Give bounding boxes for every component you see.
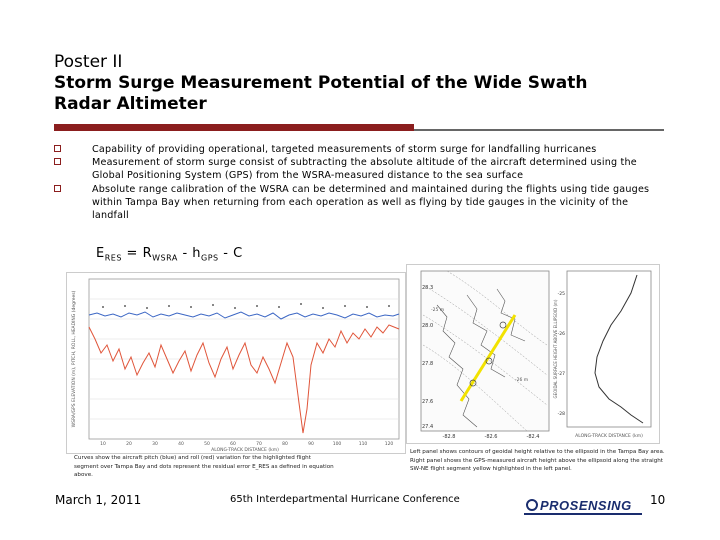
geoid-map-plot — [407, 265, 659, 443]
profile-yticks — [558, 291, 565, 417]
svg-text:27.8: 27.8 — [422, 361, 434, 367]
bullet-text: Absolute range calibration of the WSRA can be determined and maintained during the flights using tide gauges within Tampa Bay when returning from each operation as well as flying by tide gauges in the vicinity of the landfall — [92, 183, 650, 222]
map-lon-labels — [443, 434, 540, 440]
title-line-sub: Radar Altimeter — [54, 94, 207, 114]
svg-text:-26 m: -26 m — [515, 378, 529, 383]
svg-text:-82.6: -82.6 — [484, 434, 498, 440]
profile-ylabel: GEOIDAL SURFACE HEIGHT ABOVE ELLIPSOID (m) — [553, 299, 558, 399]
residual-equation: $E_{RES} = R_{WSRA} - h_{GPS} - C$ — [96, 246, 243, 263]
slide-title — [54, 52, 674, 115]
logo-underline — [524, 513, 642, 515]
svg-text:27.6: 27.6 — [422, 399, 434, 405]
bullet-text: Measurement of storm surge consist of subtracting the absolute altitude of the aircraft determined using the Global Positioning System (GPS) from the WSRA-measured distance to the sea surface — [92, 157, 637, 182]
title-accent-bar — [54, 124, 414, 131]
svg-text:110: 110 — [358, 442, 368, 447]
svg-text:70: 70 — [256, 442, 262, 447]
bullet-item — [54, 183, 654, 223]
left-plot-xticks — [100, 441, 393, 447]
square-bullet-icon — [54, 185, 61, 192]
logo-text: PROSENSING — [540, 498, 632, 513]
svg-text:-82.4: -82.4 — [526, 434, 540, 440]
left-plot-ylabel: WSRA/GPS ELEVATION (m), PITCH, ROLL, HEADING (degrees) — [72, 290, 77, 428]
title-line-poster: Poster II — [54, 52, 123, 72]
bullet-text: Capability of providing operational, targeted measurements of storm surge for landfalling hurricanes — [92, 144, 597, 155]
svg-text:40: 40 — [178, 442, 184, 447]
footer-conference: 65th Interdepartmental Hurricane Conference — [230, 494, 460, 505]
svg-text:60: 60 — [230, 442, 236, 447]
square-bullet-icon — [54, 145, 61, 152]
svg-text:-25: -25 — [557, 292, 565, 297]
right-figure-caption: Left panel shows contours of geoidal height relative to the ellipsoid in the Tampa Bay area. Right panel shows the GPS-measured aircraft height above the ellipsoid along the straight SW-NE flight segment yellow highlighted in the left panel. — [410, 449, 665, 472]
svg-text:50: 50 — [204, 442, 210, 447]
svg-text:120: 120 — [384, 442, 394, 447]
title-line-main: Storm Surge Measurement Potential of the Wide Swath — [54, 73, 588, 93]
svg-text:100: 100 — [332, 442, 342, 447]
svg-text:30: 30 — [152, 442, 158, 447]
svg-text:-27: -27 — [557, 372, 565, 377]
svg-text:-25 m: -25 m — [431, 308, 445, 313]
svg-text:-28: -28 — [557, 412, 565, 417]
bullet-item — [54, 156, 654, 182]
left-figure-caption: Curves show the aircraft pitch (blue) and roll (red) variation for the highlighted flight segment over Tampa Bay and dots represent the residual error E_RES as defined in equation above. — [74, 455, 334, 478]
left-plot-xlabel: ALONG-TRACK DISTANCE (km) — [211, 448, 279, 453]
bullet-list — [54, 143, 654, 222]
prosensing-logo — [524, 496, 642, 516]
footer-date: March 1, 2011 — [55, 493, 142, 507]
svg-text:28.3: 28.3 — [422, 285, 434, 291]
bullet-item — [54, 143, 654, 156]
square-bullet-icon — [54, 158, 61, 165]
svg-text:27.4: 27.4 — [422, 424, 434, 430]
svg-text:90: 90 — [308, 442, 314, 447]
pitch-roll-plot — [67, 273, 405, 453]
svg-text:10: 10 — [100, 442, 106, 447]
pitch-roll-figure — [66, 272, 406, 454]
page-number: 10 — [650, 493, 666, 507]
prosensing-logo-mark-icon — [526, 499, 538, 511]
svg-text:20: 20 — [126, 442, 132, 447]
svg-text:28.0: 28.0 — [422, 323, 434, 329]
profile-xlabel: ALONG-TRACK DISTANCE (km) — [575, 434, 643, 439]
svg-text:-26: -26 — [557, 332, 565, 337]
geoid-map-figure — [406, 264, 660, 444]
svg-text:80: 80 — [282, 442, 288, 447]
svg-text:-82.8: -82.8 — [442, 434, 456, 440]
